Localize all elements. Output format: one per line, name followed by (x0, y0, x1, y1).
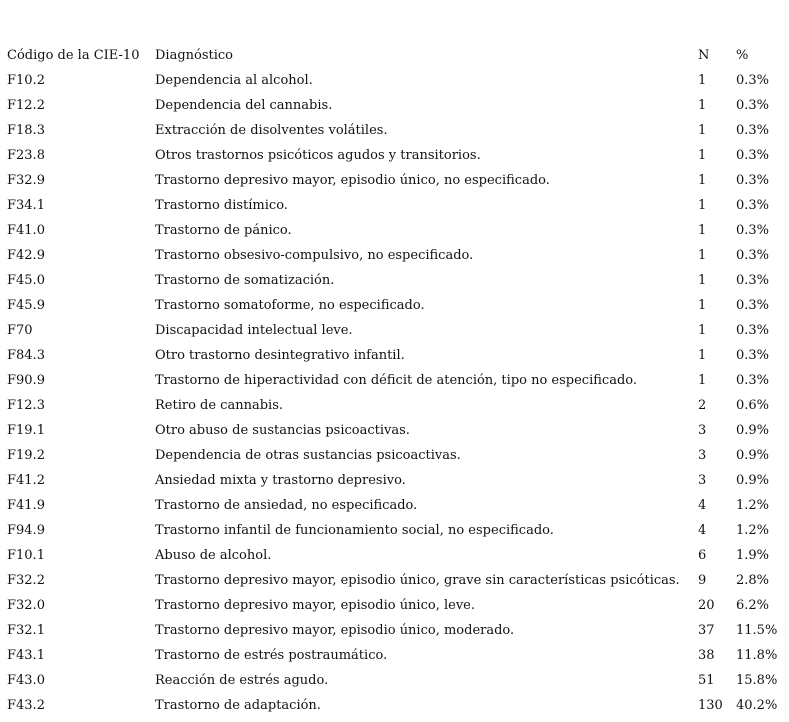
cell-n: 1 (698, 373, 707, 388)
cell-percent: 0.3% (736, 98, 770, 113)
cell-percent: 0.3% (736, 148, 770, 163)
cell-n: 3 (698, 423, 707, 438)
cell-code: F10.1 (7, 548, 45, 563)
cell-diagnosis: Trastorno depresivo mayor, episodio único, leve. (155, 598, 475, 613)
cell-percent: 11.5% (736, 623, 778, 638)
cell-n: 20 (698, 598, 715, 613)
cell-n: 1 (698, 198, 707, 213)
cell-percent: 0.3% (736, 123, 770, 138)
cell-percent: 0.3% (736, 323, 770, 338)
cell-code: F32.2 (7, 573, 45, 588)
cell-n: 37 (698, 623, 715, 638)
table-row (7, 543, 787, 568)
cell-n: 1 (698, 323, 707, 338)
cell-diagnosis: Retiro de cannabis. (155, 398, 283, 413)
table-row (7, 643, 787, 668)
diagnosis-table (7, 43, 787, 718)
table-row (7, 468, 787, 493)
cell-code: F34.1 (7, 198, 45, 213)
table-row (7, 168, 787, 193)
table-row (7, 143, 787, 168)
cell-percent: 1.9% (736, 548, 770, 563)
cell-percent: 0.9% (736, 473, 770, 488)
cell-code: F94.9 (7, 523, 45, 538)
header-diagnosis: Diagnóstico (155, 48, 234, 63)
cell-code: F41.0 (7, 223, 45, 238)
cell-n: 1 (698, 298, 707, 313)
header-code: Código de la CIE-10 (7, 48, 140, 63)
table-row (7, 268, 787, 293)
cell-code: F32.0 (7, 598, 45, 613)
table-row (7, 118, 787, 143)
cell-diagnosis: Extracción de disolventes volátiles. (155, 123, 388, 138)
table-row (7, 493, 787, 518)
cell-diagnosis: Trastorno depresivo mayor, episodio único, no especificado. (155, 173, 550, 188)
table-row (7, 368, 787, 393)
cell-diagnosis: Otros trastornos psicóticos agudos y transitorios. (155, 148, 481, 163)
cell-code: F43.2 (7, 698, 45, 713)
cell-code: F32.1 (7, 623, 45, 638)
cell-code: F70 (7, 323, 33, 338)
cell-diagnosis: Dependencia al alcohol. (155, 73, 313, 88)
cell-percent: 0.3% (736, 223, 770, 238)
cell-percent: 0.9% (736, 448, 770, 463)
cell-n: 3 (698, 473, 707, 488)
cell-diagnosis: Dependencia del cannabis. (155, 98, 333, 113)
cell-diagnosis: Trastorno de adaptación. (155, 698, 321, 713)
cell-diagnosis: Trastorno obsesivo-compulsivo, no especificado. (155, 248, 474, 263)
cell-diagnosis: Trastorno de estrés postraumático. (155, 648, 388, 663)
table-row (7, 318, 787, 343)
cell-code: F41.2 (7, 473, 45, 488)
cell-percent: 0.3% (736, 198, 770, 213)
cell-diagnosis: Discapacidad intelectual leve. (155, 323, 353, 338)
cell-diagnosis: Trastorno de ansiedad, no especificado. (155, 498, 418, 513)
cell-percent: 0.3% (736, 248, 770, 263)
cell-code: F12.3 (7, 398, 45, 413)
cell-percent: 15.8% (736, 673, 778, 688)
cell-n: 130 (698, 698, 723, 713)
table-row (7, 593, 787, 618)
cell-code: F19.2 (7, 448, 45, 463)
cell-n: 4 (698, 523, 707, 538)
cell-diagnosis: Reacción de estrés agudo. (155, 673, 329, 688)
cell-percent: 0.3% (736, 348, 770, 363)
table-row (7, 93, 787, 118)
cell-percent: 0.3% (736, 298, 770, 313)
cell-code: F43.0 (7, 673, 45, 688)
cell-n: 2 (698, 398, 707, 413)
cell-diagnosis: Ansiedad mixta y trastorno depresivo. (155, 473, 406, 488)
header-n: N (698, 48, 710, 63)
cell-code: F42.9 (7, 248, 45, 263)
cell-percent: 0.3% (736, 373, 770, 388)
cell-code: F84.3 (7, 348, 45, 363)
table-header-row (7, 43, 787, 68)
table-row (7, 243, 787, 268)
cell-code: F10.2 (7, 73, 45, 88)
cell-n: 9 (698, 573, 707, 588)
cell-code: F18.3 (7, 123, 45, 138)
cell-percent: 11.8% (736, 648, 778, 663)
cell-diagnosis: Trastorno de somatización. (155, 273, 335, 288)
cell-diagnosis: Trastorno depresivo mayor, episodio único, moderado. (155, 623, 515, 638)
cell-code: F45.9 (7, 298, 45, 313)
cell-diagnosis: Dependencia de otras sustancias psicoactivas. (155, 448, 461, 463)
table-row (7, 443, 787, 468)
cell-diagnosis: Trastorno de hiperactividad con déficit de atención, tipo no especificado. (155, 373, 638, 388)
cell-percent: 0.3% (736, 73, 770, 88)
cell-code: F23.8 (7, 148, 45, 163)
cell-n: 38 (698, 648, 715, 663)
cell-percent: 0.3% (736, 273, 770, 288)
cell-code: F41.9 (7, 498, 45, 513)
cell-percent: 0.9% (736, 423, 770, 438)
cell-n: 1 (698, 223, 707, 238)
cell-n: 3 (698, 448, 707, 463)
cell-code: F90.9 (7, 373, 45, 388)
table-row (7, 518, 787, 543)
cell-n: 1 (698, 348, 707, 363)
cell-n: 1 (698, 273, 707, 288)
cell-n: 1 (698, 248, 707, 263)
cell-code: F19.1 (7, 423, 45, 438)
cell-diagnosis: Trastorno infantil de funcionamiento social, no especificado. (155, 523, 554, 538)
cell-percent: 6.2% (736, 598, 770, 613)
cell-n: 4 (698, 498, 707, 513)
table-row (7, 418, 787, 443)
cell-percent: 0.3% (736, 173, 770, 188)
cell-percent: 40.2% (736, 698, 778, 713)
cell-diagnosis: Otro trastorno desintegrativo infantil. (155, 348, 405, 363)
cell-n: 1 (698, 123, 707, 138)
table-row (7, 343, 787, 368)
table-row (7, 668, 787, 693)
cell-n: 1 (698, 173, 707, 188)
table-row (7, 568, 787, 593)
cell-code: F12.2 (7, 98, 45, 113)
cell-diagnosis: Trastorno somatoforme, no especificado. (155, 298, 425, 313)
cell-diagnosis: Abuso de alcohol. (155, 548, 272, 563)
cell-code: F43.1 (7, 648, 45, 663)
table-row (7, 293, 787, 318)
cell-n: 1 (698, 98, 707, 113)
table-row (7, 68, 787, 93)
cell-code: F32.9 (7, 173, 45, 188)
table-row (7, 693, 787, 718)
table-row (7, 618, 787, 643)
table-row (7, 218, 787, 243)
cell-diagnosis: Otro abuso de sustancias psicoactivas. (155, 423, 410, 438)
table-row (7, 393, 787, 418)
header-percent: % (736, 48, 749, 63)
cell-diagnosis: Trastorno de pánico. (155, 223, 292, 238)
table-body (7, 68, 787, 718)
cell-percent: 1.2% (736, 498, 770, 513)
cell-percent: 0.6% (736, 398, 770, 413)
cell-n: 1 (698, 148, 707, 163)
table-row (7, 193, 787, 218)
cell-diagnosis: Trastorno distímico. (155, 198, 288, 213)
cell-n: 6 (698, 548, 707, 563)
cell-n: 1 (698, 73, 707, 88)
cell-percent: 2.8% (736, 573, 770, 588)
cell-diagnosis: Trastorno depresivo mayor, episodio único, grave sin características psicóticas. (155, 573, 680, 588)
cell-percent: 1.2% (736, 523, 770, 538)
cell-code: F45.0 (7, 273, 45, 288)
cell-n: 51 (698, 673, 715, 688)
